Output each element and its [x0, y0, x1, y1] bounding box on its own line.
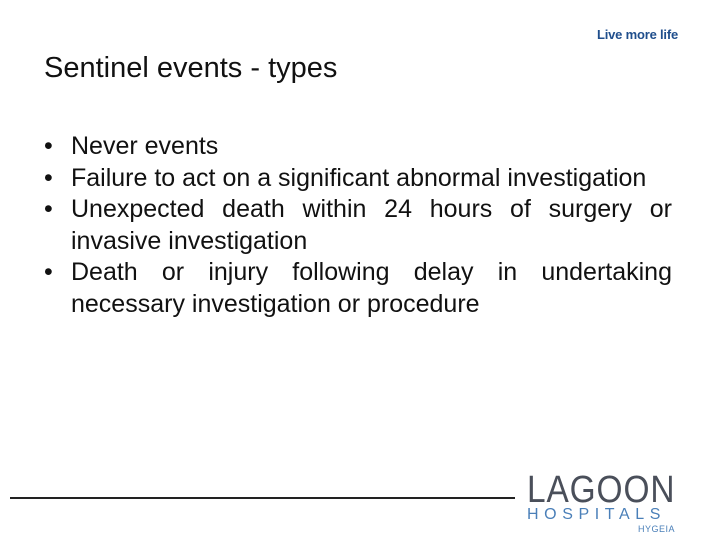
- slide-title: Sentinel events - types: [44, 52, 338, 84]
- bullet-item: [44, 131, 672, 163]
- footer-divider: [10, 497, 515, 499]
- lagoon-hospitals-logo: [527, 470, 687, 534]
- bullet-marker: •: [44, 132, 53, 160]
- bullet-list: [44, 131, 672, 320]
- bullet-item: [44, 163, 672, 195]
- bullet-text: Unexpected death within 24 hours of surgery or invasive investigation: [71, 195, 672, 255]
- bullet-marker: •: [44, 258, 53, 286]
- bullet-text: Failure to act on a significant abnormal investigation: [71, 163, 647, 192]
- tagline: Live more life: [596, 27, 678, 42]
- bullet-item: [44, 194, 672, 257]
- bullet-text: Death or injury following delay in undertaking necessary investigation or procedure: [71, 258, 672, 318]
- logo-name: LAGOON: [527, 469, 676, 511]
- bullet-text: Never events: [71, 132, 219, 160]
- logo-group: HYGEIA: [637, 524, 675, 534]
- logo-subtitle: HOSPITALS: [527, 506, 667, 523]
- bullet-marker: •: [44, 163, 53, 192]
- bullet-marker: •: [44, 195, 53, 223]
- bullet-item: [44, 257, 672, 320]
